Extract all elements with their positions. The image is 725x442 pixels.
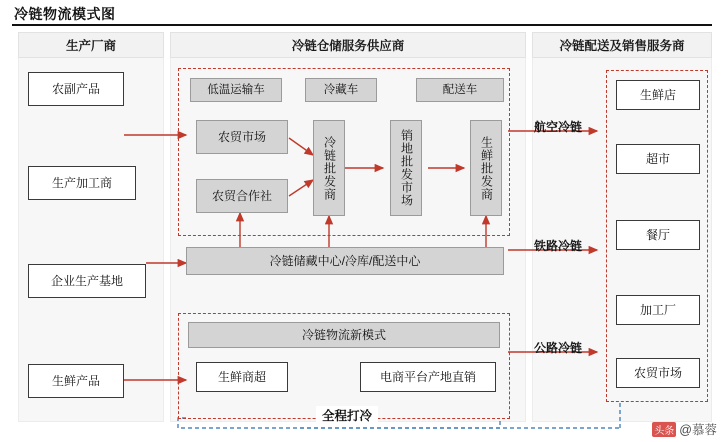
- title-divider: [12, 24, 712, 26]
- column-header-producer: 生产厂商: [18, 32, 164, 58]
- node-processing[interactable]: 生产加工商: [28, 166, 136, 200]
- bottom-label-full-cold-chain: 全程打冷: [316, 406, 378, 424]
- node-origin-wholesale-market[interactable]: 销地批发市场: [390, 120, 422, 216]
- channel-label-air: 航空冷链: [534, 120, 583, 134]
- node-factory[interactable]: 加工厂: [616, 295, 700, 325]
- node-delivery-truck[interactable]: 配送车: [416, 78, 504, 102]
- node-cold-wholesaler[interactable]: 冷链批发商: [313, 120, 345, 216]
- channel-label-rail: 铁路冷链: [534, 239, 583, 253]
- node-new-model-header[interactable]: 冷链物流新模式: [188, 322, 500, 348]
- node-low-temp-truck[interactable]: 低温运输车: [190, 78, 282, 102]
- node-supermarket[interactable]: 超市: [616, 144, 700, 174]
- watermark: [652, 420, 717, 438]
- node-fresh-supermarket[interactable]: 生鲜商超: [196, 362, 288, 392]
- node-retail-agri-market[interactable]: 农贸市场: [616, 358, 700, 388]
- watermark-text: @慕蓉: [679, 423, 717, 437]
- node-enterprise-base[interactable]: 企业生产基地: [28, 264, 146, 298]
- node-fresh-wholesaler[interactable]: 生鲜批发商: [470, 120, 502, 216]
- column-header-warehouse: 冷链仓储服务供应商: [170, 32, 526, 58]
- watermark-badge: 头条: [652, 422, 676, 437]
- node-fresh-store[interactable]: 生鲜店: [616, 80, 700, 110]
- column-header-distribution: 冷链配送及销售服务商: [532, 32, 712, 58]
- node-ecommerce-direct[interactable]: 电商平台产地直销: [360, 362, 496, 392]
- node-fresh-products[interactable]: 生鲜产品: [28, 364, 124, 398]
- node-refrigerated-truck[interactable]: 冷藏车: [305, 78, 377, 102]
- node-agri-products[interactable]: 农副产品: [28, 72, 124, 106]
- node-cold-storage-center[interactable]: 冷链储藏中心/冷库/配送中心: [186, 247, 504, 275]
- page-title: 冷链物流模式图: [14, 6, 116, 22]
- node-agri-market[interactable]: 农贸市场: [196, 120, 288, 154]
- node-restaurant[interactable]: 餐厅: [616, 220, 700, 250]
- node-agri-coop[interactable]: 农贸合作社: [196, 179, 288, 213]
- channel-label-road: 公路冷链: [534, 341, 583, 355]
